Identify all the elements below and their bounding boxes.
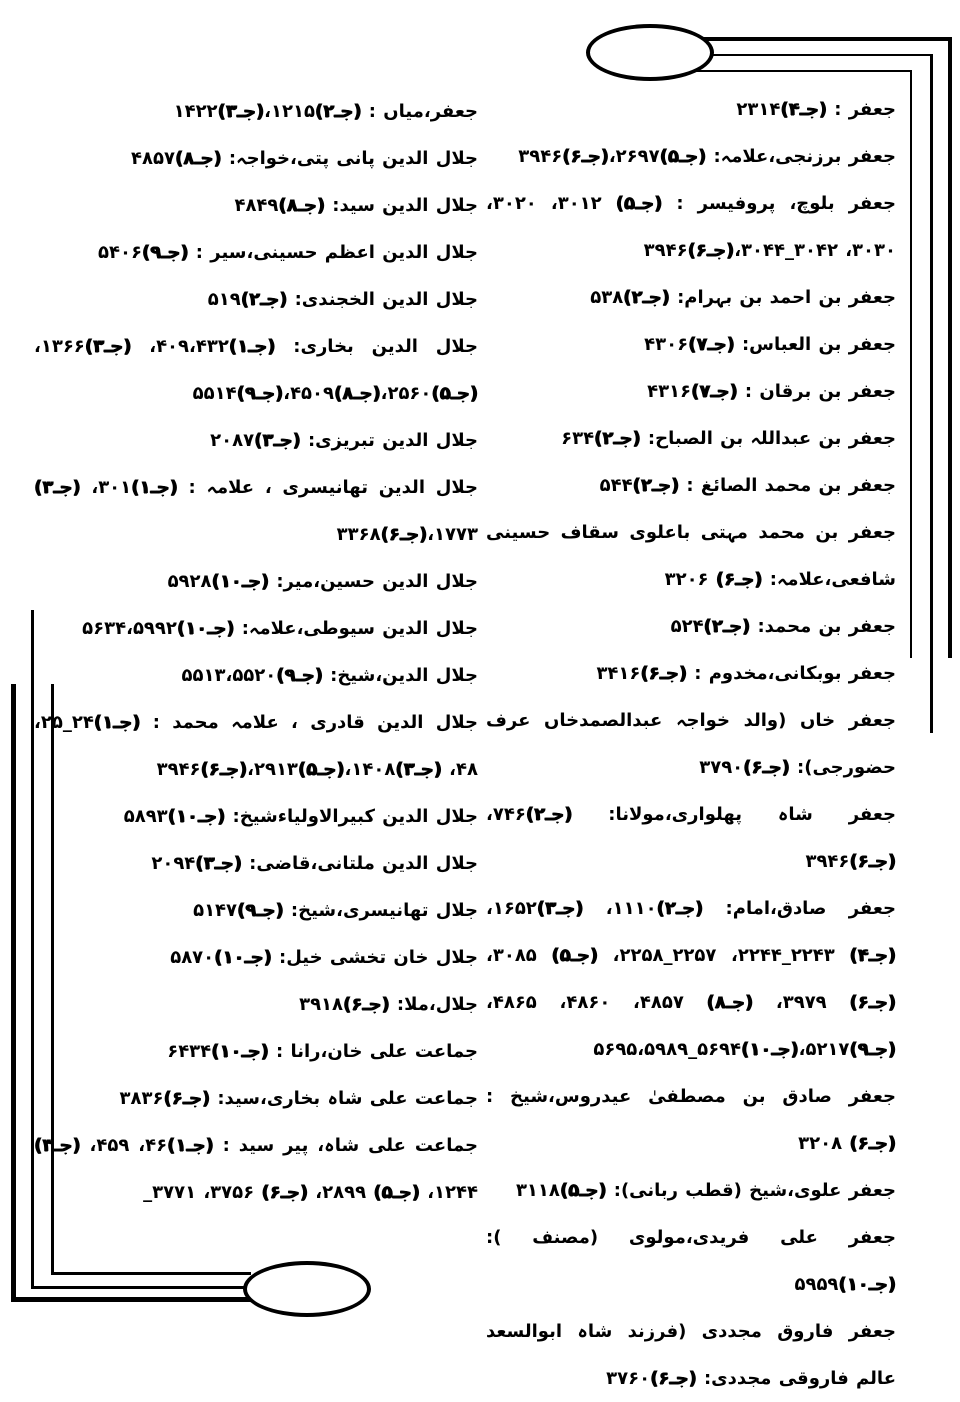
volume-ref: (جـ۱۰)	[176, 618, 235, 639]
index-entry: جلال،ملا: (جـ۶)۳۹۱۸	[299, 994, 478, 1015]
volume-ref: (جـ۱)	[131, 477, 178, 498]
volume-ref: (جـ۶)	[687, 240, 735, 261]
volume-ref: (جـ۱۰)	[838, 1274, 896, 1295]
volume-ref: (جـ۱)	[228, 336, 276, 357]
volume-ref: (جـ۱۰)	[211, 571, 270, 592]
index-entry: جماعت علی شاہ، پیر سید : (جـ۱)۴۶، ۴۵۹، (جـ۳) ۱۲۴۴، (جـ۵) ۲۸۹۹، (جـ۶) ۳۷۵۶، ۳۷۷۱_	[34, 1135, 478, 1203]
volume-ref: (جـ۳)	[34, 1135, 81, 1156]
volume-ref: (جـ۳)	[395, 759, 442, 780]
volume-ref: (جـ۱)	[93, 712, 141, 733]
index-entry: جلال الدین اعظم حسینی،سیر : (جـ۹)۵۴۰۶	[97, 242, 478, 263]
index-entry: جعفر علوی،شیخ (قطب ربانی): (جـ۵)۳۱۱۸	[515, 1180, 896, 1201]
volume-ref: (جـ۵)	[373, 1182, 420, 1203]
index-entry: جلال الدین کبیرالاولیاءشیخ: (جـ۱۰)۵۸۹۳	[123, 806, 478, 827]
bottom-border-rule-inner	[51, 1272, 251, 1275]
volume-ref: (جـ۲)	[632, 475, 680, 496]
volume-ref: (جـ۱۰)	[214, 947, 272, 968]
right-border-rule-outer	[948, 37, 952, 658]
volume-ref: (جـ۸)	[278, 195, 325, 216]
volume-ref: (جـ۱)	[167, 1135, 214, 1156]
index-entry: جعفر بن محمد مہتی باعلوی سقاف حسینی شافعی،علامہ: (جـ۶) ۳۲۰۶	[486, 522, 896, 590]
index-entry: جعفر صادق بن مصطفیٰ عیدروس،شیخ : (جـ۶) ۳۲۰۸	[486, 1086, 896, 1154]
index-entry: جعفر بن عبداللہ بن الصباح: (جـ۲)۶۳۴	[561, 428, 896, 449]
volume-ref: (جـ۳)	[84, 336, 132, 357]
volume-ref: (جـ۸)	[334, 383, 381, 404]
volume-ref: (جـ۲)	[656, 898, 704, 919]
index-entry: جعفر،میاں : (جـ۲)۱۲۱۵،(جـ۳)۱۴۲۲	[173, 101, 478, 122]
index-entry: جعفر فاروق مجددی (فرزند شاہ ابوالسعد عالم فاروقی مجددی: (جـ۶)۳۷۶۰	[486, 1321, 896, 1389]
index-entry: جلال الدین تھانیسری ، علامہ : (جـ۱)۳۰۱، (جـ۳) ۱۷۷۳،(جـ۶)۳۳۶۸	[34, 477, 478, 545]
volume-ref: (جـ۶)	[380, 524, 428, 545]
index-entry: جلال الدین قادری ، علامہ محمد : (جـ۱)۲۴_۲۵، ۴۸، (جـ۳)۱۴۰۸،(جـ۵)۲۹۱۳،(جـ۶)۳۹۴۶	[34, 712, 478, 780]
index-entry: جلال الدین حسین،میر: (جـ۱۰)۵۹۲۸	[167, 571, 478, 592]
volume-ref: (جـ۶)	[849, 851, 896, 872]
index-entry: جلال تھانیسری،شیخ: (جـ۹)۵۱۴۷	[193, 900, 478, 921]
index-entry: جعفر بن العباس: (جـ۷)۴۳۰۶	[644, 334, 896, 355]
index-entry: جعفر برزنجی،علامہ: (جـ۵)۲۶۹۷،(جـ۶)۳۹۴۶	[518, 146, 896, 167]
index-entry: جلال الدین سیوطی،علامہ: (جـ۱۰)۵۶۳۴،۵۹۹۲	[82, 618, 478, 639]
index-entry: جعفر بن محمد: (جـ۲)۵۲۴	[670, 616, 896, 637]
index-entry: جلال الدین پانی پتی،خواجہ: (جـ۸)۴۸۵۷	[131, 148, 478, 169]
volume-ref: (جـ۵)	[659, 146, 707, 167]
volume-ref: (جـ۶)	[849, 1133, 896, 1154]
volume-ref: (جـ۵)	[297, 759, 345, 780]
index-entry: جماعت علی خان،رانا : (جـ۱۰)۶۴۳۴	[167, 1041, 478, 1062]
volume-ref: (جـ۶)	[200, 759, 248, 780]
volume-ref: (جـ۵)	[431, 383, 478, 404]
volume-ref: (جـ۹)	[236, 383, 284, 404]
volume-ref: (جـ۸)	[706, 992, 754, 1013]
bottom-border-rule-middle	[31, 1286, 247, 1289]
left-border-rule-outer	[11, 684, 16, 1302]
bottom-ellipse-ornament	[243, 1261, 371, 1317]
index-entry: جلال الدین بخاری: (جـ۱)۴۰۹،۴۳۲، (جـ۳)۱۳۶۶، (جـ۵)۲۵۶۰،(جـ۸)۴۵۰۹،(جـ۹)۵۵۱۴	[34, 336, 478, 404]
volume-ref: (جـ۳)	[254, 430, 301, 451]
volume-ref: (جـ۴)	[849, 945, 896, 966]
volume-ref: (جـ۹)	[141, 242, 189, 263]
volume-ref: (جـ۲)	[703, 616, 751, 637]
top-ellipse-ornament	[586, 24, 714, 81]
volume-ref: (جـ۵)	[559, 1180, 607, 1201]
index-entry: جلال الدین ملتانی،قاضی: (جـ۳)۲۰۹۴	[151, 853, 478, 874]
volume-ref: (جـ۹)	[276, 665, 323, 686]
index-entry: جماعت علی شاہ بخاری،سید: (جـ۶)۳۸۳۶	[119, 1088, 478, 1109]
volume-ref: (جـ۶)	[163, 1088, 211, 1109]
index-entry: جلال الدین الخجندی: (جـ۲)۵۱۹	[207, 289, 478, 310]
volume-ref: (جـ۶)	[743, 757, 790, 778]
volume-ref: (جـ۶)	[650, 1368, 697, 1389]
volume-ref: (جـ۵)	[615, 193, 663, 214]
right-border-rule-middle	[930, 54, 933, 733]
volume-ref: (جـ۶)	[343, 994, 390, 1015]
volume-ref: (جـ۲)	[623, 287, 670, 308]
index-entry: جعفر صادق،امام: (جـ۲)۱۱۱۰، (جـ۳)۱۶۵۲،(جـ۴) ۲۲۴۳_۲۲۴۴، ۲۲۵۷_۲۲۵۸، (جـ۵) ۳۰۸۵، (جـ۶) ۳۹۷۹، (جـ۸) ۴۸۵۷، ۴۸۶۰، ۴۸۶۵، (جـ۹)۵۲۱۷،(جـ۱۰)۵۶۹۴_۵۶۹۵،۵۹۸۹	[486, 898, 897, 1060]
volume-ref: (جـ۶)	[715, 569, 763, 590]
volume-ref: (جـ۱۰)	[741, 1039, 799, 1060]
index-column-right	[486, 86, 896, 1402]
volume-ref: (جـ۳)	[195, 853, 242, 874]
index-entry: جعفر بوبکانی،مخدوم : (جـ۶)۳۴۱۶	[596, 663, 896, 684]
index-entry: جعفر : (جـ۴)۲۳۱۴	[736, 99, 896, 120]
bottom-border-rule-outer	[11, 1297, 259, 1302]
volume-ref: (جـ۴)	[780, 99, 827, 120]
right-border-rule-inner	[910, 70, 912, 658]
volume-ref: (جـ۶)	[261, 1182, 308, 1203]
volume-ref: (جـ۳)	[34, 477, 81, 498]
volume-ref: (جـ۵)	[551, 945, 599, 966]
index-entry: جلال الدین سید: (جـ۸)۴۸۴۹	[234, 195, 478, 216]
index-column-left	[34, 88, 478, 1216]
volume-ref: (جـ۲)	[314, 101, 362, 122]
index-entry: جلال خان تخشی خیل: (جـ۱۰)۵۸۷۰	[170, 947, 478, 968]
index-entry: جلال الدین تبریزی: (جـ۳)۲۰۸۷	[210, 430, 478, 451]
index-entry: جلال الدین،شیخ: (جـ۹)۵۵۱۳،۵۵۲۰	[181, 665, 478, 686]
volume-ref: (جـ۳)	[217, 101, 265, 122]
volume-ref: (جـ۲)	[240, 289, 288, 310]
index-entry: جعفر علی فریدی،مولوی (مصنف ): (جـ۱۰)۵۹۵۹	[486, 1227, 896, 1295]
volume-ref: (جـ۲)	[594, 428, 641, 449]
index-entry: جعفر بلوچ، پروفیسر : (جـ۵) ۳۰۱۲، ۳۰۲۰، ۳۰۳۰، ۳۰۴۲_۳۰۴۴،(جـ۶)۳۹۴۶	[486, 193, 897, 261]
volume-ref: (جـ۳)	[536, 898, 584, 919]
volume-ref: (جـ۹)	[237, 900, 284, 921]
volume-ref: (جـ۶)	[562, 146, 609, 167]
volume-ref: (جـ۶)	[640, 663, 687, 684]
volume-ref: (جـ۶)	[849, 992, 896, 1013]
index-entry: جعفر بن احمد بن بہرام: (جـ۲)۵۳۸	[590, 287, 896, 308]
volume-ref: (جـ۹)	[849, 1039, 896, 1060]
volume-ref: (جـ۷)	[688, 334, 735, 355]
index-entry: جعفر شاہ پھلواری،مولانا: (جـ۲)۷۴۶،(جـ۶)۳۹۴۶	[486, 804, 896, 872]
index-entry: جعفر بن محمد الصائغ : (جـ۲)۵۴۴	[599, 475, 896, 496]
index-entry: جعفر بن برقان : (جـ۷)۴۳۱۶	[647, 381, 896, 402]
volume-ref: (جـ۷)	[691, 381, 738, 402]
index-entry: جعفر خاں (والد خواجہ عبدالصمدخاں عرف حضورجی): (جـ۶)۳۷۹۰	[486, 710, 896, 778]
volume-ref: (جـ۱۰)	[167, 806, 226, 827]
volume-ref: (جـ۱۰)	[211, 1041, 269, 1062]
volume-ref: (جـ۸)	[175, 148, 222, 169]
volume-ref: (جـ۲)	[525, 804, 573, 825]
